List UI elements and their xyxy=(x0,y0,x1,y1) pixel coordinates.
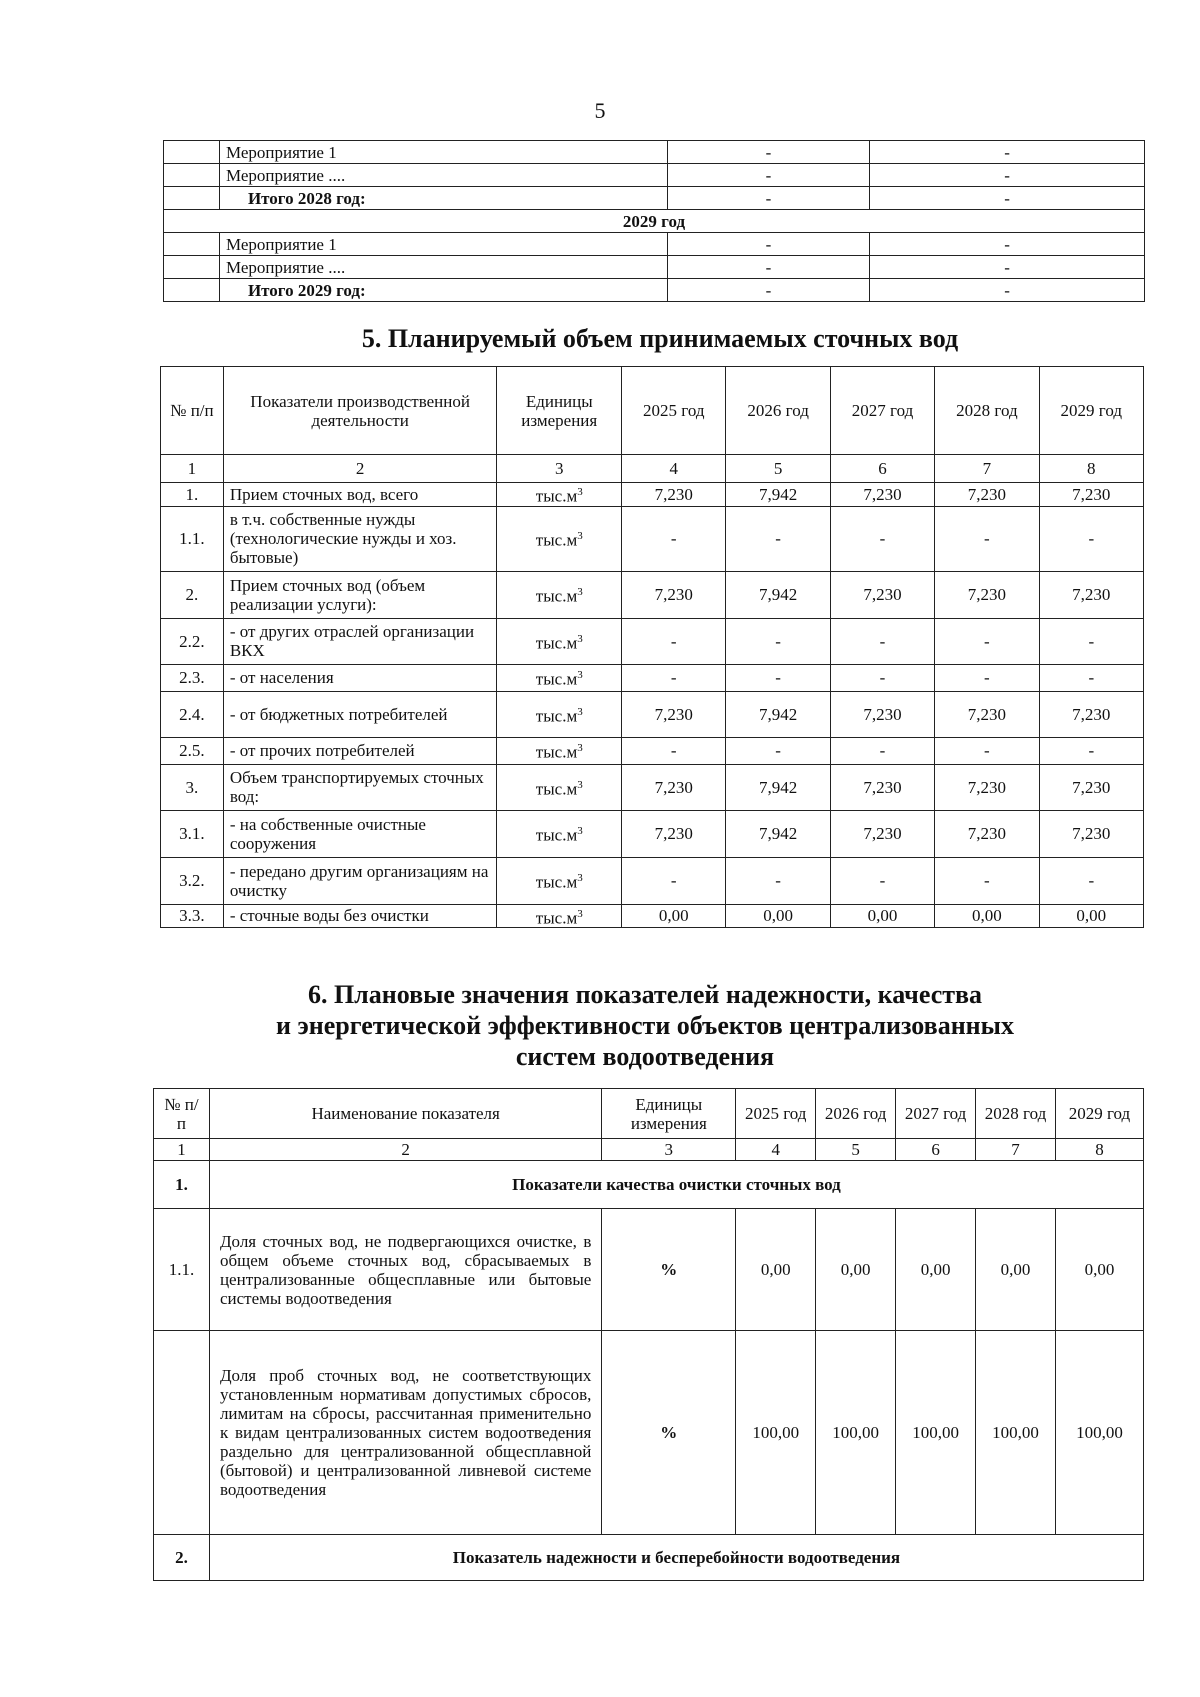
value-cell: - xyxy=(622,506,726,571)
value-cell: 7,230 xyxy=(830,483,934,507)
value-cell: 7,230 xyxy=(622,764,726,810)
table-row: 3. Объем транспортируемых сточных вод: $тыс.м^3$ 7,230 7,942 7,230 7,230 7,230 xyxy=(161,764,1144,810)
value-cell: 7,230 xyxy=(830,810,934,857)
year-row xyxy=(164,210,1145,233)
value-cell: 7,230 xyxy=(1039,571,1143,618)
value-cell: - xyxy=(1039,618,1143,664)
measure-name: Мероприятие 1 xyxy=(219,141,667,164)
value-cell: 7,230 xyxy=(935,810,1039,857)
value-cell: - xyxy=(830,506,934,571)
table-row: 2. Прием сточных вод (объем реализации услуги): $тыс.м^3$ 7,230 7,942 7,230 7,230 7,230 xyxy=(161,571,1144,618)
table-row: 3.3. - сточные воды без очистки $тыс.м^3$ 0,00 0,00 0,00 0,00 0,00 xyxy=(161,904,1144,928)
indicator-name: Доля проб сточных вод, не соответствующих установленным нормативам допустимых сбросов, лимитам на сбросы, рассчитанная применительно к видам централизованных систем водоотведения раздельно для централизованной общесплавной (бытовой) и централизованной ливневой системе водоотведения xyxy=(209,1331,601,1535)
value-cell: 0,00 xyxy=(726,904,830,928)
section-5-title: 5. Планируемый объем принимаемых сточных вод xyxy=(361,324,959,353)
unit-cell: $тыс.м^3$ xyxy=(497,691,622,737)
value-cell: 7,230 xyxy=(830,571,934,618)
table-row: 2.3. - от населения $тыс.м^3$ - - - - - xyxy=(161,664,1144,691)
unit-cell: $тыс.м^3$ xyxy=(497,483,622,507)
table-row: Мероприятие .... - - xyxy=(164,256,1145,279)
value-cell: - xyxy=(726,857,830,904)
group-title: Показатели качества очистки сточных вод xyxy=(209,1161,1143,1209)
value-cell: - xyxy=(935,664,1039,691)
value-cell: 7,230 xyxy=(830,764,934,810)
wastewater-volume-table xyxy=(160,366,1144,928)
value-cell: - xyxy=(622,737,726,764)
indicator-name: Объем транспортируемых сточных вод: xyxy=(223,764,497,810)
table-row: 1.1. Доля сточных вод, не подвергающихся очистке, в общем объеме сточных вод, сбрасываемых в централизованные общесплавные или бытовые системы водоотведения % 0,00 0,00 0,00 0,00 0,00 xyxy=(154,1209,1144,1331)
value-cell: 7,230 xyxy=(622,810,726,857)
value-cell: 7,230 xyxy=(830,691,934,737)
value-cell: 7,230 xyxy=(622,691,726,737)
value-cell: - xyxy=(1039,857,1143,904)
table-row: 2.2. - от других отраслей организации ВКХ $тыс.м^3$ - - - - - xyxy=(161,618,1144,664)
indicator-name: Прием сточных вод (объем реализации услуги): xyxy=(223,571,497,618)
value-cell: - xyxy=(622,857,726,904)
column-number-row: 1 2 3 4 5 6 7 8 xyxy=(154,1139,1144,1161)
total-label: Итого 2028 год: xyxy=(219,187,667,210)
table-row: 3.2. - передано другим организациям на очистку $тыс.м^3$ - - - - - xyxy=(161,857,1144,904)
value-cell: 7,230 xyxy=(935,764,1039,810)
table-row: 1.1. в т.ч. собственные нужды (технологические нужды и хоз. бытовые) $тыс.м^3$ - - - - - xyxy=(161,506,1144,571)
value-cell: - xyxy=(622,664,726,691)
value-cell: - xyxy=(830,618,934,664)
value-cell: - xyxy=(726,737,830,764)
value-cell: - xyxy=(622,618,726,664)
value-cell: - xyxy=(830,664,934,691)
indicator-name: Доля сточных вод, не подвергающихся очистке, в общем объеме сточных вод, сбрасываемых в централизованные общесплавные или бытовые системы водоотведения xyxy=(209,1209,601,1331)
value-cell: - xyxy=(830,737,934,764)
table-row: 1. Прием сточных вод, всего $тыс.м^3$ 7,230 7,942 7,230 7,230 7,230 xyxy=(161,483,1144,507)
value-cell: 7,942 xyxy=(726,483,830,507)
value-cell: - xyxy=(935,857,1039,904)
measure-name: Мероприятие 1 xyxy=(219,233,667,256)
value-cell: - xyxy=(830,857,934,904)
page-number: 5 xyxy=(594,98,606,123)
column-number-row: 1 2 3 4 5 6 7 8 xyxy=(161,455,1144,483)
unit-cell: $тыс.м^3$ xyxy=(497,904,622,928)
measure-name: Мероприятие .... xyxy=(219,164,667,187)
value-cell: - xyxy=(1039,506,1143,571)
value-cell: - xyxy=(935,506,1039,571)
value-cell: 7,230 xyxy=(1039,483,1143,507)
value-cell: 7,230 xyxy=(1039,691,1143,737)
value-cell: - xyxy=(935,737,1039,764)
value-cell: 0,00 xyxy=(1039,904,1143,928)
total-label: Итого 2029 год: xyxy=(219,279,667,302)
value-cell: 7,230 xyxy=(935,483,1039,507)
value-cell: 0,00 xyxy=(622,904,726,928)
value-cell: 7,230 xyxy=(935,691,1039,737)
value-cell: 7,942 xyxy=(726,691,830,737)
value-cell: 7,230 xyxy=(1039,810,1143,857)
value-cell: 7,230 xyxy=(622,571,726,618)
header-row: № п/п Наименование показателя Единицы измерения 2025 год 2026 год 2027 год 2028 год 2029 год xyxy=(154,1089,1144,1139)
unit-cell: $тыс.м^3$ xyxy=(497,737,622,764)
indicator-name: Прием сточных вод, всего xyxy=(223,483,497,507)
value-cell: 7,230 xyxy=(1039,764,1143,810)
measure-name: Мероприятие .... xyxy=(219,256,667,279)
unit-cell: $тыс.м^3$ xyxy=(497,571,622,618)
indicator-name: - сточные воды без очистки xyxy=(223,904,497,928)
value-cell: - xyxy=(726,664,830,691)
table-row: Мероприятие 1 - - xyxy=(164,141,1145,164)
value-cell: 0,00 xyxy=(935,904,1039,928)
value-cell: 7,942 xyxy=(726,810,830,857)
section-6-title: 6. Плановые значения показателей надежности, качества и энергетической эффективности объектов централизованных систем водоотведения xyxy=(276,980,1014,1071)
measures-table xyxy=(163,140,1145,302)
group-title: Показатель надежности и бесперебойности водоотведения xyxy=(209,1535,1143,1581)
indicators-table xyxy=(153,1088,1144,1581)
indicator-name: - передано другим организациям на очистку xyxy=(223,857,497,904)
unit-cell: $тыс.м^3$ xyxy=(497,618,622,664)
table-row: Мероприятие 1 - - xyxy=(164,233,1145,256)
value-cell: 0,00 xyxy=(830,904,934,928)
value-cell: - xyxy=(935,618,1039,664)
value-cell: 7,942 xyxy=(726,571,830,618)
value-cell: - xyxy=(726,506,830,571)
table-row: 3.1. - на собственные очистные сооружения $тыс.м^3$ 7,230 7,942 7,230 7,230 7,230 xyxy=(161,810,1144,857)
unit-cell: $тыс.м^3$ xyxy=(497,506,622,571)
unit-cell: $тыс.м^3$ xyxy=(497,664,622,691)
unit-cell: $тыс.м^3$ xyxy=(497,810,622,857)
indicator-name: - на собственные очистные сооружения xyxy=(223,810,497,857)
indicator-name: - от других отраслей организации ВКХ xyxy=(223,618,497,664)
table-row: 2.5. - от прочих потребителей $тыс.м^3$ - - - - - xyxy=(161,737,1144,764)
table-row: Итого 2028 год: - - xyxy=(164,187,1145,210)
value-cell: 7,230 xyxy=(622,483,726,507)
table-row: Мероприятие .... - - xyxy=(164,164,1145,187)
value-cell: 7,942 xyxy=(726,764,830,810)
indicator-name: - от бюджетных потребителей xyxy=(223,691,497,737)
group-row: 1. Показатели качества очистки сточных вод xyxy=(154,1161,1144,1209)
table-row: Итого 2029 год: - - xyxy=(164,279,1145,302)
year-label: 2029 год xyxy=(164,210,1145,233)
indicator-name: в т.ч. собственные нужды (технологические нужды и хоз. бытовые) xyxy=(223,506,497,571)
table-row: 2.4. - от бюджетных потребителей $тыс.м^3$ 7,230 7,942 7,230 7,230 7,230 xyxy=(161,691,1144,737)
indicator-name: - от прочих потребителей xyxy=(223,737,497,764)
table-row: Доля проб сточных вод, не соответствующих установленным нормативам допустимых сбросов, лимитам на сбросы, рассчитанная применительно к видам централизованных систем водоотведения раздельно для централизованной общесплавной (бытовой) и централизованной ливневой системе водоотведения % 100,00 100,00 100,00 100,00 100,00 xyxy=(154,1331,1144,1535)
value-cell: 7,230 xyxy=(935,571,1039,618)
indicator-name: - от населения xyxy=(223,664,497,691)
value-cell: - xyxy=(726,618,830,664)
unit-cell: $тыс.м^3$ xyxy=(497,857,622,904)
unit-cell: $тыс.м^3$ xyxy=(497,764,622,810)
group-row: 2. Показатель надежности и бесперебойности водоотведения xyxy=(154,1535,1144,1581)
value-cell: - xyxy=(1039,664,1143,691)
value-cell: - xyxy=(1039,737,1143,764)
header-row: № п/п Показатели производственной деятельности Единицы измерения 2025 год 2026 год 2027 год 2028 год 2029 год xyxy=(161,367,1144,455)
